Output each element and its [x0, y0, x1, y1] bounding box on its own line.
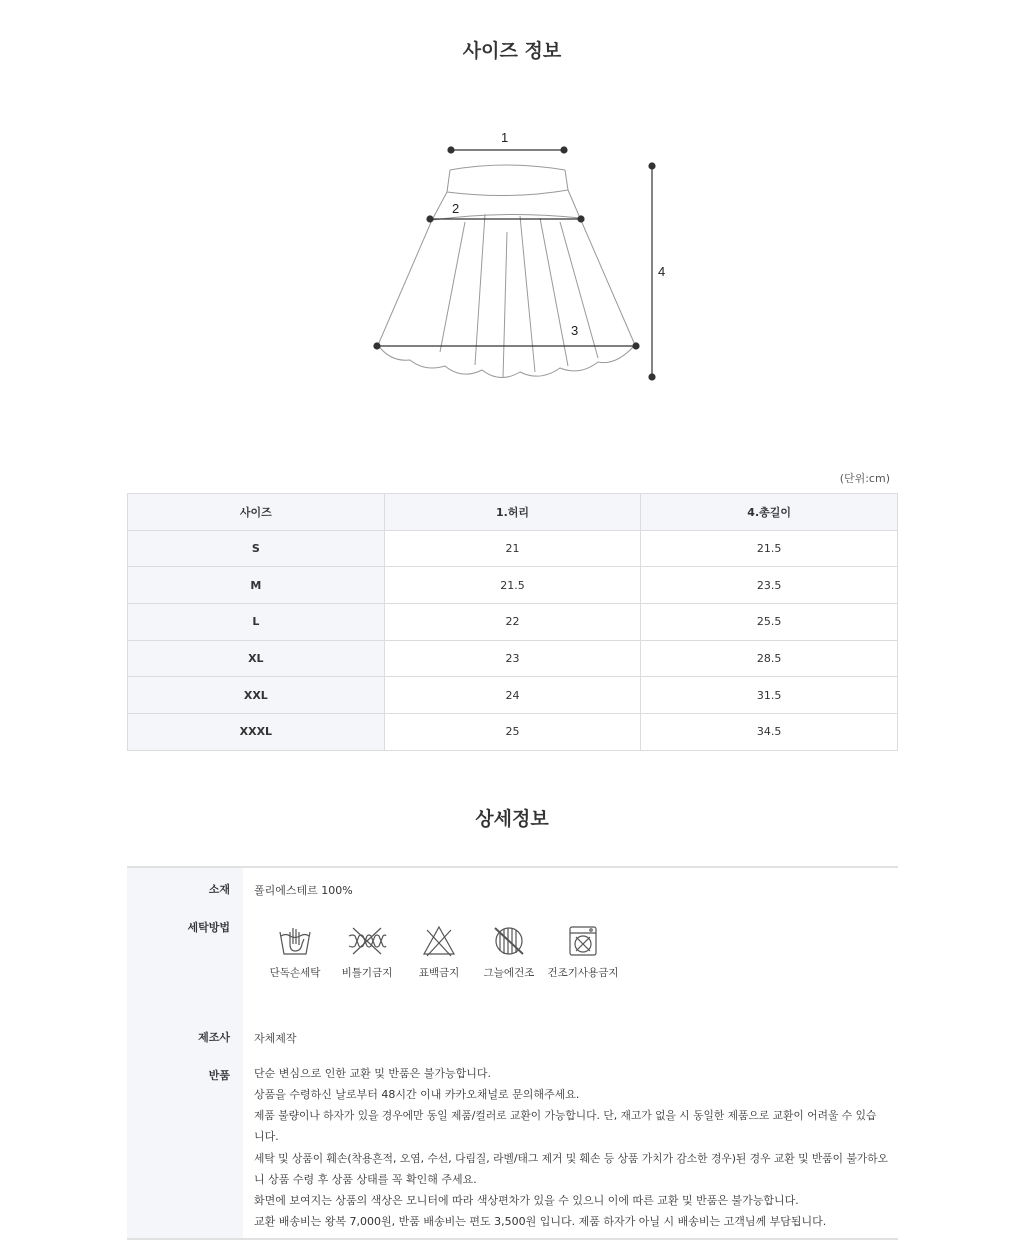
return-line: 화면에 보여지는 상품의 색상은 모니터에 따라 색상편차가 있을 수 있으니 이에 따른 교환 및 반품은 불가능합니다.: [254, 1194, 799, 1207]
wash-label: 단독손세탁: [269, 967, 321, 979]
wash-item: [545, 924, 621, 980]
shade-dry-icon: [491, 924, 527, 958]
washing-icons: [257, 924, 637, 994]
wash-label: 비틀기금지: [341, 967, 393, 979]
table-row: [128, 567, 898, 604]
diagram-label-1: 1: [501, 130, 509, 145]
length-cell: 25.5: [641, 604, 898, 641]
detail-info-title: 상세정보: [475, 808, 549, 830]
wash-item: [401, 924, 477, 980]
length-cell: 23.5: [641, 567, 898, 604]
waist-cell: 22: [384, 604, 641, 641]
return-line: 상품을 수령하신 날로부터 48시간 이내 카카오채널로 문의해주세요.: [254, 1088, 580, 1101]
waist-cell: 25: [384, 714, 641, 751]
hand-wash-icon: [277, 924, 313, 958]
skirt-size-diagram: [360, 120, 680, 395]
size-table: [127, 493, 898, 751]
size-cell: S: [128, 530, 385, 567]
size-cell: XXXL: [128, 714, 385, 751]
material-label: 소재: [208, 883, 230, 896]
table-header-row: [128, 494, 898, 531]
no-bleach-icon: [421, 924, 457, 958]
header-size: 사이즈: [128, 494, 385, 531]
size-cell: M: [128, 567, 385, 604]
no-tumble-dry-icon: [566, 924, 600, 958]
length-cell: 21.5: [641, 530, 898, 567]
diagram-label-2: 2: [452, 201, 460, 216]
diagram-label-4: 4: [658, 264, 666, 279]
wash-label: 건조기사용금지: [547, 967, 619, 979]
length-cell: 34.5: [641, 714, 898, 751]
return-line: 제품 불량이나 하자가 있을 경우에만 동일 제품/컬러로 교환이 가능합니다. 단, 재고가 없을 시 동일한 제품으로 교환이 어려울 수 있습: [254, 1109, 877, 1122]
waist-cell: 24: [384, 677, 641, 714]
return-line: 니 상품 수령 후 상품 상태를 꼭 확인해 주세요.: [254, 1173, 477, 1186]
no-wring-icon: [347, 924, 387, 958]
maker-label: 제조사: [198, 1031, 230, 1044]
waist-cell: 21.5: [384, 567, 641, 604]
waist-cell: 23: [384, 640, 641, 677]
unit-label: (단위:cm): [839, 472, 890, 485]
header-total-length: 4.총길이: [641, 494, 898, 531]
material-value: 폴리에스테르 100%: [254, 884, 353, 897]
table-row: [128, 530, 898, 567]
size-info-title: 사이즈 정보: [462, 40, 562, 62]
length-cell: 28.5: [641, 640, 898, 677]
return-line: 교환 배송비는 왕복 7,000원, 반품 배송비는 편도 3,500원 입니다. 제품 하자가 아닐 시 배송비는 고객님께 부담됩니다.: [254, 1215, 827, 1228]
waist-cell: 21: [384, 530, 641, 567]
return-line: 단순 변심으로 인한 교환 및 반품은 불가능합니다.: [254, 1067, 491, 1080]
washing-label: 세탁방법: [187, 921, 230, 934]
wash-item: [257, 924, 333, 980]
wash-item: [329, 924, 405, 980]
return-label: 반품: [208, 1069, 230, 1082]
table-row: [128, 714, 898, 751]
wash-label: 그늘에건조: [483, 967, 535, 979]
return-line: 니다.: [254, 1130, 279, 1143]
maker-value: 자체제작: [254, 1032, 297, 1045]
wash-item: [471, 924, 547, 980]
size-cell: L: [128, 604, 385, 641]
size-cell: XXL: [128, 677, 385, 714]
table-row: [128, 640, 898, 677]
table-row: [128, 677, 898, 714]
wash-label: 표백금지: [418, 967, 460, 979]
diagram-label-3: 3: [571, 323, 579, 338]
length-cell: 31.5: [641, 677, 898, 714]
table-row: [128, 604, 898, 641]
size-cell: XL: [128, 640, 385, 677]
return-line: 세탁 및 상품이 훼손(착용흔적, 오염, 수선, 다림질, 라벨/태그 제거 및 훼손 등 상품 가치가 감소한 경우)된 경우 교환 및 반품이 불가하오: [254, 1152, 889, 1165]
header-waist: 1.허리: [384, 494, 641, 531]
detail-info-box: [127, 866, 898, 1240]
